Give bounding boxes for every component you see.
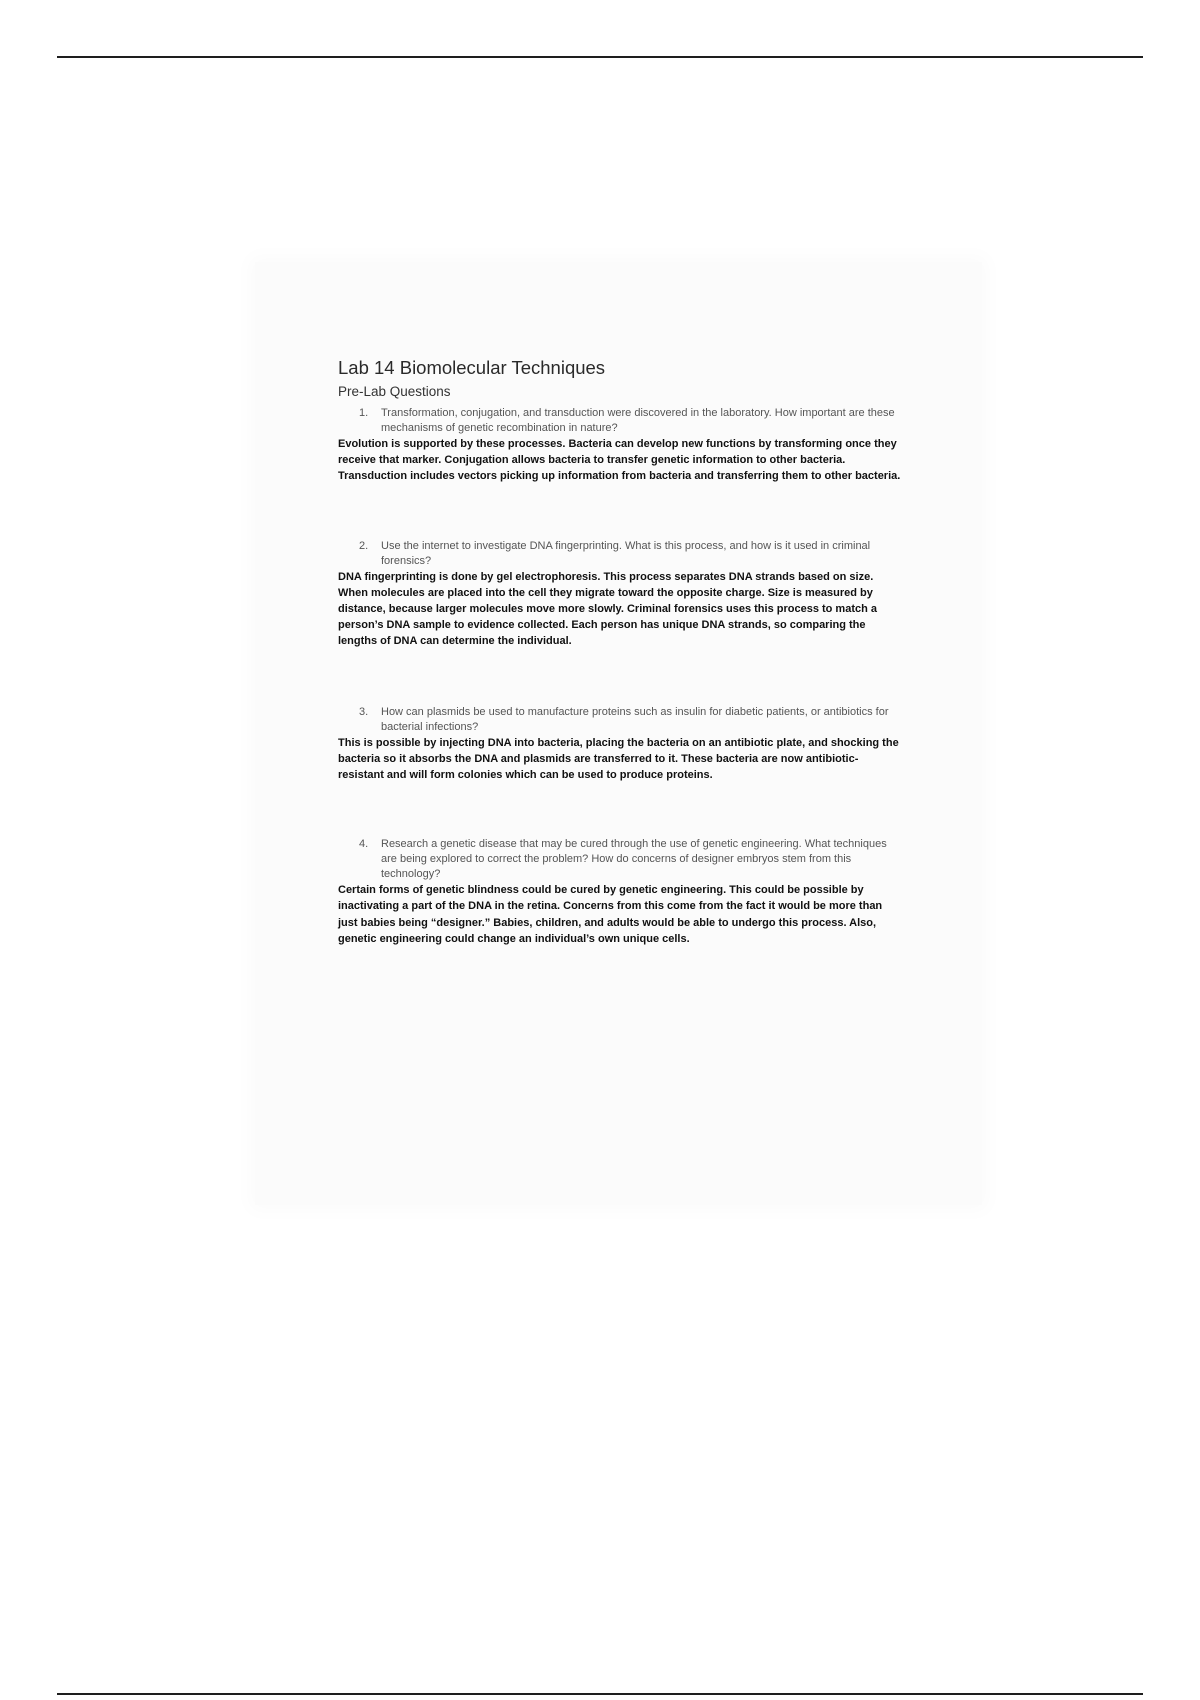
question-block-3 (338, 705, 904, 784)
question-text: Research a genetic disease that may be cured through the use of genetic engineering. What techniques are being explored to correct the problem? How do concerns of designer embryos stem from this technology? (381, 838, 887, 881)
question-text: Transformation, conjugation, and transduction were discovered in the laboratory. How important are these mechanisms of genetic recombination in nature? (381, 407, 895, 434)
document-body (338, 356, 904, 947)
question-number: 2. (359, 539, 369, 552)
question-number: 4. (359, 838, 369, 851)
question-4 (338, 837, 904, 882)
question-text: How can plasmids be used to manufacture proteins such as insulin for diabetic patients, or antibiotics for bacterial infections? (381, 705, 889, 733)
question-block-4 (338, 837, 904, 947)
question-number: 1. (359, 407, 369, 419)
answer-3: This is possible by injecting DNA into bacteria, placing the bacteria on an antibiotic plate, and shocking the bacteria so it absorbs the DNA and plasmids are transferred to it. These bacteria are now antibiotic-resistant and will form colonies which can be used to produce proteins. (338, 736, 899, 782)
question-1 (338, 406, 904, 436)
top-divider (57, 56, 1143, 58)
document-title: Lab 14 Biomolecular Techniques (338, 357, 606, 378)
question-number: 3. (359, 705, 369, 718)
document-subtitle: Pre-Lab Questions (338, 384, 451, 399)
question-text: Use the internet to investigate DNA fingerprinting. What is this process, and how is it used in criminal forensics? (381, 539, 871, 567)
question-3 (338, 705, 904, 735)
answer-2: DNA fingerprinting is done by gel electrophoresis. This process separates DNA strands based on size. When molecules are placed into the cell they migrate toward the opposite charge. Size is measured by distance, because larger molecules move more slowly. Criminal forensics uses this process to match a person’s DNA sample to evidence collected. Each person has unique DNA strands, so comparing the lengths of DNA can determine the individual. (338, 570, 878, 648)
question-block-2 (338, 539, 904, 650)
bottom-divider (57, 1693, 1143, 1695)
question-block-1 (338, 406, 904, 485)
answer-1: Evolution is supported by these processes. Bacteria can develop new functions by transforming once they receive that marker. Conjugation allows bacteria to transfer genetic information to other bacteria. Transduction includes vectors picking up information from bacteria and transferring them to other bacteria. (338, 438, 901, 483)
question-2 (338, 539, 904, 569)
answer-4: Certain forms of genetic blindness could be cured by genetic engineering. This could be possible by inactivating a part of the DNA in the retina. Concerns from this come from the fact it would be more than just babies being “designer.” Babies, children, and adults would be able to undergo this process. Also, genetic engineering could change an individual’s own unique cells. (338, 884, 883, 945)
